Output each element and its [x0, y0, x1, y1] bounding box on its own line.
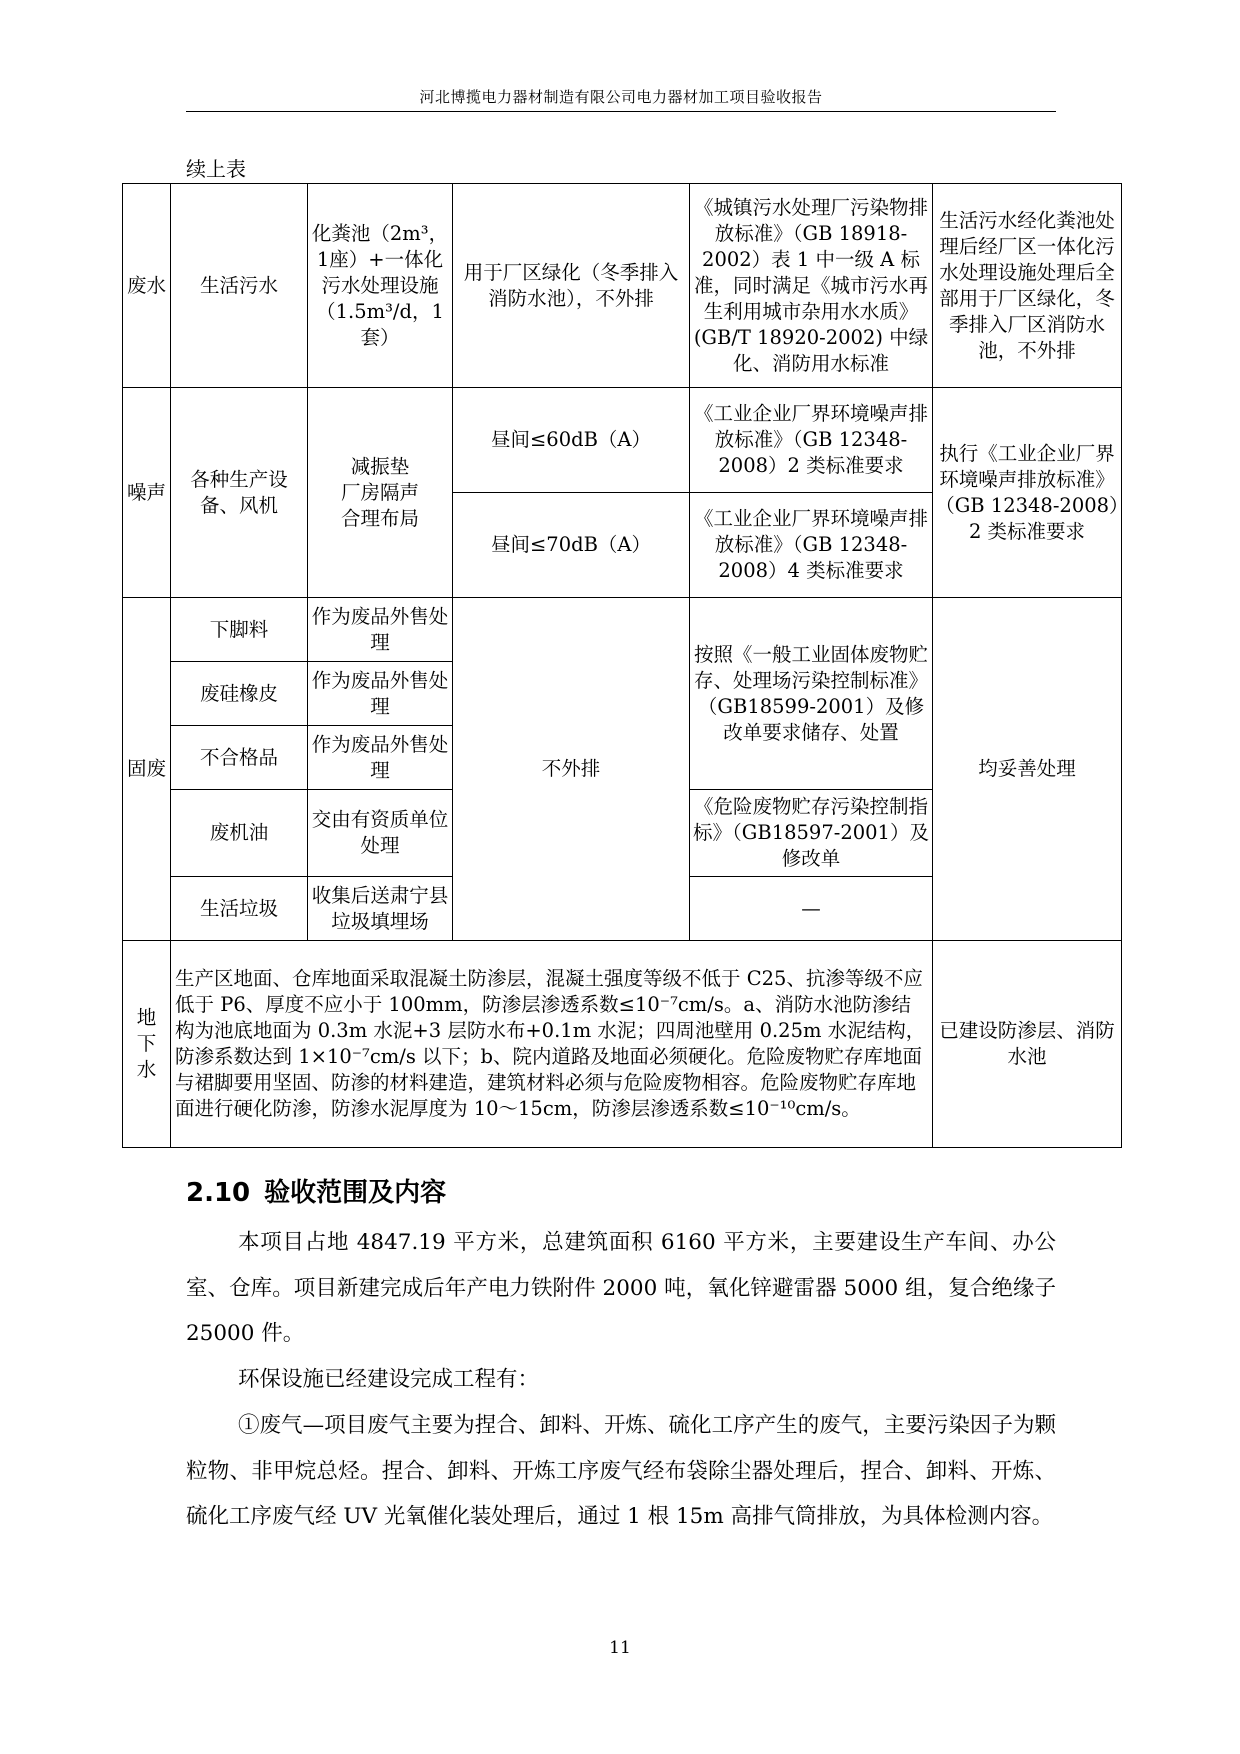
paragraph: 本项目占地 4847.19 平方米，总建筑面积 6160 平方米，主要建设生产车间、办公室、仓库。项目新建完成后年产电力铁附件 2000 吨，氧化锌避雷器 5000 组，复合绝缘子 25000 件。	[186, 1230, 1056, 1346]
discharge-cell: 昼间≤70dB（A）	[453, 493, 690, 598]
source-cell: 下脚料	[171, 598, 308, 662]
standard-cell: 《工业企业厂界环境噪声排放标准》（GB 12348-2008）4 类标准要求	[690, 493, 933, 598]
treatment-cell: 作为废品外售处理	[308, 726, 453, 790]
table-row-wastewater	[123, 184, 1122, 388]
result-cell: 执行《工业企业厂界环境噪声排放标准》（GB 12348-2008）2 类标准要求	[933, 388, 1122, 598]
standard-cell: 《城镇污水处理厂污染物排放标准》（GB 18918-2002）表 1 中一级 A 标准，同时满足《城市污水再生利用城市杂用水水质》(GB/T 18920-2002) 中绿化、消防用水标准	[690, 184, 933, 388]
category-cell	[123, 941, 171, 1148]
result-cell: 已建设防渗层、消防水池	[933, 941, 1122, 1148]
discharge-cell: 昼间≤60dB（A）	[453, 388, 690, 493]
category-cell: 噪声	[123, 388, 171, 598]
standard-cell: 《工业企业厂界环境噪声排放标准》（GB 12348-2008）2 类标准要求	[690, 388, 933, 493]
standard-cell: 《危险废物贮存污染控制指标》（GB18597-2001）及修改单	[690, 790, 933, 877]
category-cell: 固废	[123, 598, 171, 941]
page-number: 11	[609, 1638, 631, 1658]
source-cell: 废硅橡皮	[171, 662, 308, 726]
measures-cell: 生产区地面、仓库地面采取混凝土防渗层，混凝土强度等级不低于 C25、抗渗等级不应低于 P6、厚度不应小于 100mm，防渗层渗透系数≤10⁻⁷cm/s。a、消防水池防渗结构为池底地面为 0.3m 水泥+3 层防水布+0.1m 水泥；四周池壁用 0.25m 水泥结构，防渗系数达到 1×10⁻⁷cm/s 以下；b、院内道路及地面必须硬化。危险废物贮存库地面与裙脚要用坚固、防渗的材料建造，建筑材料必须与危险废物相容。危险废物贮存库地面进行硬化防渗，防渗水泥厚度为 10～15cm，防渗层渗透系数≤10⁻¹⁰cm/s。	[171, 941, 933, 1148]
facility-cell: 减振垫 厂房隔声 合理布局	[308, 388, 453, 598]
table-row-noise	[123, 388, 1122, 493]
table-row-solid	[123, 598, 1122, 662]
standard-cell: —	[690, 877, 933, 941]
section-title: 验收范围及内容	[264, 1178, 447, 1208]
standard-cell: 按照《一般工业固体废物贮存、处理场污染控制标准》（GB18599-2001）及修改单要求储存、处置	[690, 598, 933, 790]
category-cell: 废水	[123, 184, 171, 388]
paragraph: ①废气—项目废气主要为捏合、卸料、开炼、硫化工序产生的废气，主要污染因子为颗粒物、非甲烷总烃。捏合、卸料、开炼工序废气经布袋除尘器处理后，捏合、卸料、开炼、硫化工序废气经 UV 光氧催化装处理后，通过 1 根 15m 高排气筒排放，为具体检测内容。	[186, 1413, 1056, 1529]
table-row-groundwater	[123, 941, 1122, 1148]
continued-table-label: 续上表	[186, 157, 246, 181]
discharge-cell: 不外排	[453, 598, 690, 941]
result-cell: 均妥善处理	[933, 598, 1122, 941]
section-number: 2.10	[186, 1178, 251, 1208]
source-cell: 不合格品	[171, 726, 308, 790]
treatment-cell: 作为废品外售处理	[308, 598, 453, 662]
environmental-measures-table	[122, 183, 1122, 1148]
source-cell: 各种生产设备、风机	[171, 388, 308, 598]
section-heading	[186, 1172, 460, 1209]
treatment-cell: 交由有资质单位处理	[308, 790, 453, 877]
category-text: 地下水	[136, 1006, 157, 1081]
treatment-cell: 收集后送肃宁县垃圾填埋场	[308, 877, 453, 941]
paragraph: 环保设施已经建设完成工程有：	[238, 1367, 540, 1392]
discharge-cell: 用于厂区绿化（冬季排入消防水池），不外排	[453, 184, 690, 388]
header-divider	[186, 111, 1056, 112]
source-cell: 生活垃圾	[171, 877, 308, 941]
source-cell: 废机油	[171, 790, 308, 877]
treatment-cell: 作为废品外售处理	[308, 662, 453, 726]
source-cell: 生活污水	[171, 184, 308, 388]
page-header: 河北博揽电力器材制造有限公司电力器材加工项目验收报告	[419, 88, 823, 106]
facility-cell: 化粪池（2m³，1座）+一体化污水处理设施（1.5m³/d，1套）	[308, 184, 453, 388]
result-cell: 生活污水经化粪池处理后经厂区一体化污水处理设施处理后全部用于厂区绿化，冬季排入厂区消防水池，不外排	[933, 184, 1122, 388]
